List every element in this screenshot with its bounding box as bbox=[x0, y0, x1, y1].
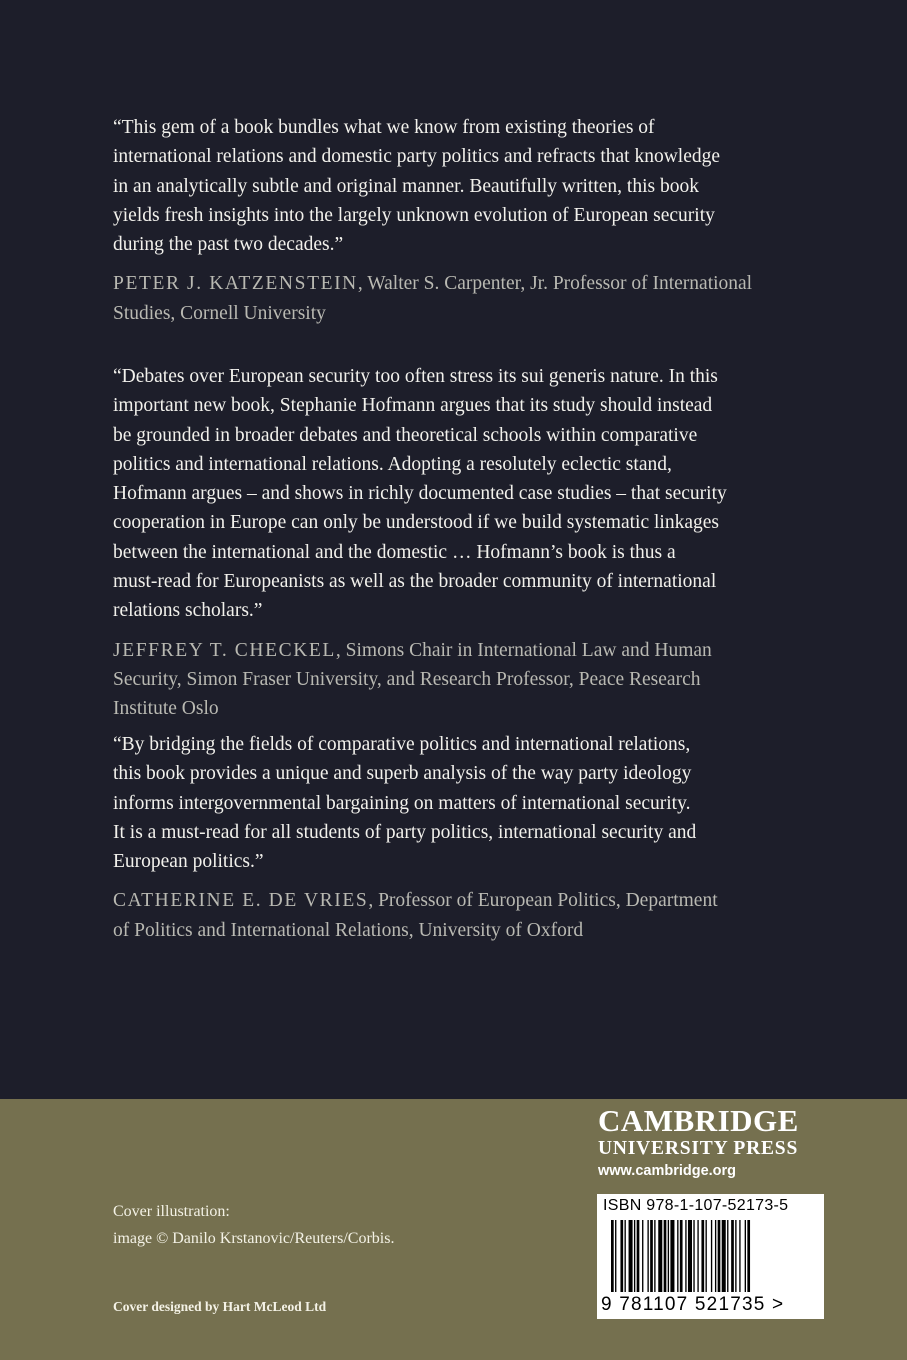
barcode-stripe bbox=[664, 1220, 667, 1292]
barcode-stripe bbox=[677, 1220, 678, 1292]
barcode-stripe bbox=[697, 1220, 698, 1292]
endorsement-checkel bbox=[113, 362, 813, 724]
barcode-stripe bbox=[735, 1220, 736, 1292]
isbn-number: ISBN 978-1-107-52173-5 bbox=[603, 1197, 789, 1214]
barcode-stripe bbox=[711, 1220, 712, 1292]
cover-illustration-label: Cover illustration: bbox=[113, 1203, 230, 1220]
endorsement-attribution bbox=[113, 636, 813, 724]
endorser-name: PETER J. KATZENSTEIN bbox=[113, 273, 358, 295]
barcode-stripe bbox=[747, 1220, 750, 1292]
barcode-stripe bbox=[745, 1220, 746, 1292]
endorsement-attribution bbox=[113, 269, 813, 328]
endorser-affiliation: , Walter S. Carpenter, Jr. Professor of International Studies, Cornell University bbox=[113, 273, 753, 324]
cover-designer-credit: Cover designed by Hart McLeod Ltd bbox=[113, 1299, 327, 1314]
isbn-barcode bbox=[597, 1194, 824, 1319]
barcode-stripe bbox=[658, 1220, 662, 1292]
barcode-stripe bbox=[670, 1220, 674, 1292]
barcode-stripe bbox=[620, 1220, 623, 1292]
endorser-name: CATHERINE E. DE VRIES bbox=[113, 890, 369, 912]
barcode-stripe bbox=[739, 1220, 740, 1292]
endorsement-de-vries bbox=[113, 730, 813, 945]
endorsement-quote: “By bridging the fields of comparative politics and international relations, this book provides a unique and superb analysis of the way party ideology informs intergovernmental bargaining on matters of international security. It is a must-read for all students of party politics, international security and European politics.” bbox=[113, 734, 697, 873]
barcode-stripe bbox=[685, 1220, 686, 1292]
barcode-stripe bbox=[715, 1220, 716, 1292]
publisher-logo bbox=[598, 1104, 828, 1182]
endorsement-quote: “This gem of a book bundles what we know from existing theories of international relations and domestic party politics and refracts that knowledge in an analytically subtle and original manner. Beautifully written, this book yields fresh insights into the largely unknown evolution of European security during the past two decades.” bbox=[113, 117, 721, 256]
endorser-name: JEFFREY T. CHECKEL bbox=[113, 639, 336, 661]
barcode-digits: 9 781107 521735 > bbox=[601, 1294, 785, 1315]
endorsement-quote: “Debates over European security too often stress its sui generis nature. In this important new book, Stephanie Hofmann argues that its study should instead be grounded in broader debates and theoretical schools within comparative politics and international relations. Adopting a resolutely eclectic stand, Hofmann argues – and shows in richly documented case studies – that security cooperation in Europe can only be understood if we build systematic linkages between the international and the domestic … Hofmann’s book is thus a must-read for Europeanists as well as the broader community of international relations scholars.” bbox=[113, 366, 727, 622]
barcode-stripe bbox=[701, 1220, 704, 1292]
barcode-stripe bbox=[693, 1220, 694, 1292]
barcode-stripe bbox=[611, 1220, 614, 1292]
barcode-stripe bbox=[647, 1220, 648, 1292]
barcode-stripe bbox=[668, 1220, 669, 1292]
barcode-stripe bbox=[680, 1220, 683, 1292]
barcode-stripe bbox=[731, 1220, 734, 1292]
endorsement-attribution bbox=[113, 886, 813, 945]
barcode-stripe bbox=[642, 1220, 643, 1292]
barcode-stripe bbox=[615, 1220, 616, 1292]
barcode-stripe bbox=[634, 1220, 635, 1292]
barcode-stripe bbox=[706, 1220, 707, 1292]
image-credit: image © Danilo Krstanovic/Reuters/Corbis. bbox=[113, 1230, 395, 1247]
barcode-stripe bbox=[637, 1220, 640, 1292]
barcode-stripe bbox=[625, 1220, 626, 1292]
barcode-stripe bbox=[722, 1220, 726, 1292]
barcode-stripe bbox=[654, 1220, 655, 1292]
barcode-stripe bbox=[688, 1220, 692, 1292]
endorsement-katzenstein bbox=[113, 113, 813, 328]
barcode-stripe bbox=[629, 1220, 633, 1292]
publisher-subtitle: UNIVERSITY PRESS bbox=[598, 1138, 799, 1159]
barcode-stripe bbox=[650, 1220, 653, 1292]
endorser-affiliation: , Simons Chair in International Law and Human Security, Simon Fraser University, and Research Professor, Peace Research Institute Oslo bbox=[113, 639, 712, 720]
barcode-icon bbox=[603, 1220, 818, 1294]
endorser-affiliation: , Professor of European Politics, Department of Politics and International Relations, University of Oxford bbox=[113, 890, 718, 941]
publisher-url: www.cambridge.org bbox=[598, 1163, 737, 1179]
publisher-name: CAMBRIDGE bbox=[598, 1103, 799, 1138]
barcode-stripe bbox=[727, 1220, 728, 1292]
barcode-stripe bbox=[718, 1220, 721, 1292]
